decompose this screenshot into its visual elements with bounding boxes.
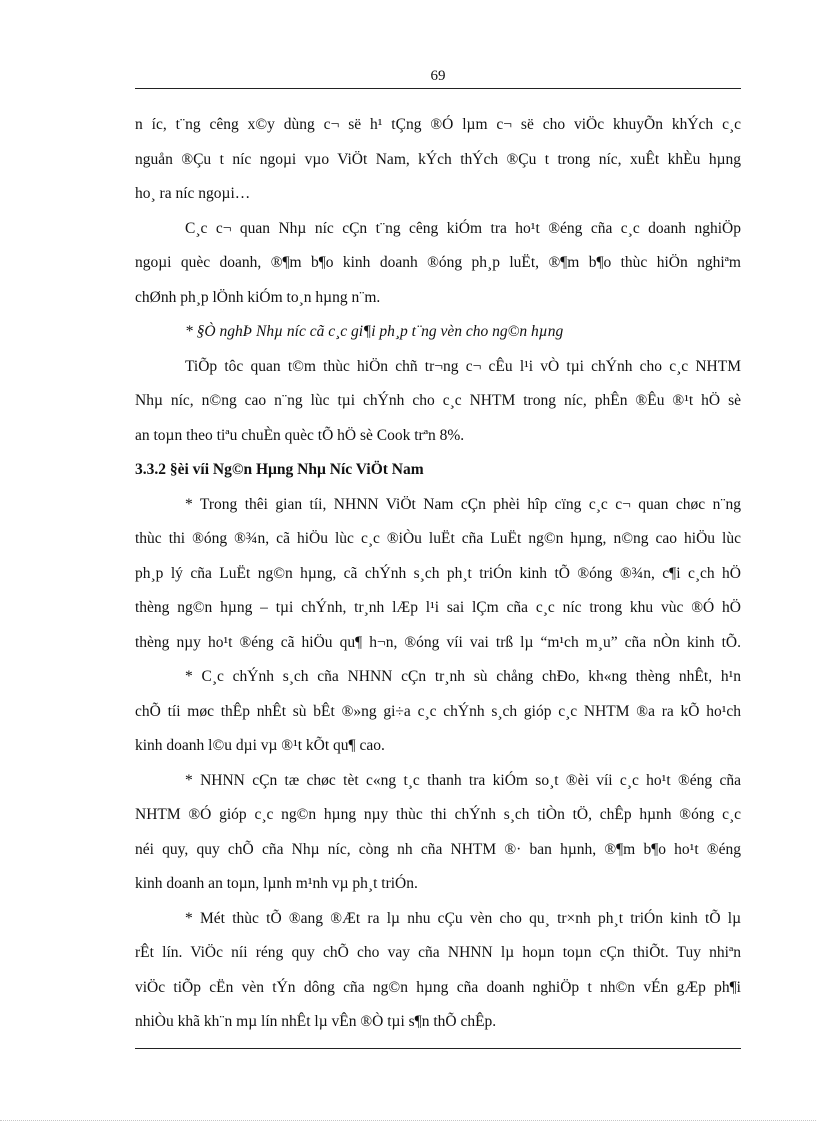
text-line: thùc thi ®óng ®¾n, cã hiÖu lùc c¸c ®iÒu luËt cña LuËt ng©n hµng, n©ng cao hiÖu lùc [135,530,741,547]
text-line: néi quy, quy chÕ cña Nhµ níc, còng nh cña NHTM ®· ban hµnh, ®¶m b¶o ho¹t ®éng [135,840,741,858]
text-line: * §Ò nghÞ Nhµ níc cã c¸c gi¶i ph¸p t¨ng vèn cho ng©n hµng [185,323,564,340]
text-line: rÊt lín. ViÖc níi réng quy chÕ cho vay cña NHNN lµ hoµn toµn cÇn thiÕt. Tuy nhiªn [135,944,741,961]
text-line: * NHNN cÇn tæ chøc tèt c«ng t¸c thanh tra kiÓm so¸t ®èi víi c¸c ho¹t ®éng cña [185,771,741,789]
text-line: ho¸ ra níc ngoµi… [135,185,251,202]
text-line: ngoµi quèc doanh, ®¶m b¶o kinh doanh ®óng ph¸p luËt, ®¶m b¶o thùc hiÖn nghiªm [135,254,741,271]
text-line: kinh doanh l©u dµi vµ ®¹t kÕt qu¶ cao. [135,737,385,754]
text-line: chÕ tíi møc thÊp nhÊt sù bÊt ®»ng gi÷a c¸c chÝnh s¸ch gióp c¸c NHTM ®a ra kÕ ho¹ch [135,702,741,720]
text-line: thèng nµy ho¹t ®éng cã hiÖu qu¶ h¬n, ®óng víi vai trß lµ “m¹ch m¸u” cña nÒn kinh tÕ. [135,633,741,651]
text-line: chØnh ph¸p lÖnh kiÓm to¸n hµng n¨m. [135,288,381,306]
text-line: thèng ng©n hµng – tµi chÝnh, tr¸nh lÆp l¹i sai lÇm cña c¸c níc trong khu vùc ®Ó hÖ [135,599,741,616]
text-line: 3.3.2 §èi víi Ng©n Hµng Nhµ Níc ViÖt Nam [135,461,424,478]
body-text [135,108,741,1040]
page-edge-divider [0,1120,816,1121]
text-line: * Mét thùc tÕ ®ang ®Æt ra lµ nhu cÇu vèn cho qu¸ tr×nh ph¸t triÓn kinh tÕ lµ [185,909,741,927]
text-line: ph¸p lý cña LuËt ng©n hµng, cã chÝnh s¸ch ph¸t triÓn kinh tÕ ®óng ®¾n, c¶i c¸ch hÖ [135,564,741,582]
text-line: nguån ®Çu t níc ngoµi vµo ViÖt Nam, kÝch thÝch ®Çu t trong níc, xuÊt khÈu hµng [135,150,741,168]
text-line: viÖc tiÕp cËn vèn tÝn dông cña ng©n hµng cña doanh nghiÖp t nh©n vÉn gÆp ph¶i [135,978,741,996]
text-line: TiÕp tôc quan t©m thùc hiÖn chñ tr¬ng c¬ cÊu l¹i vÒ tµi chÝnh cho c¸c NHTM [185,357,741,375]
text-line: * Trong thêi gian tíi, NHNN ViÖt Nam cÇn phèi hîp cïng c¸c c¬ quan chøc n¨ng [185,495,741,513]
text-line: NHTM ®Ó gióp c¸c ng©n hµng nµy thùc thi chÝnh s¸ch tiÒn tÖ, chÊp hµnh ®óng c¸c [135,806,741,823]
text-line: C¸c c¬ quan Nhµ níc cÇn t¨ng cêng kiÓm tra ho¹t ®éng cña c¸c doanh nghiÖp [185,219,741,237]
footer-rule [135,1048,741,1049]
text-line: Nhµ níc, n©ng cao n¨ng lùc tµi chÝnh cho c¸c NHTM trong níc, phÊn ®Êu ®¹t hÖ sè [135,392,741,409]
header-rule [135,88,741,89]
text-line: an toµn theo tiªu chuÈn quèc tÕ hÖ sè Cook trªn 8%. [135,426,465,444]
text-line: * C¸c chÝnh s¸ch cña NHNN cÇn tr¸nh sù chång chÐo, kh«ng thèng nhÊt, h¹n [185,668,741,685]
page-number: 69 [430,68,446,84]
text-line: n íc, t¨ng cêng x©y dùng c¬ së h¹ tÇng ®Ó lµm c¬ së cho viÖc khuyÕn khÝch c¸c [135,116,741,133]
text-line: nhiÒu khã kh¨n mµ lín nhÊt lµ vÊn ®Ò tµi s¶n thÕ chÊp. [135,1013,497,1030]
text-line: kinh doanh an toµn, lµnh m¹nh vµ ph¸t triÓn. [135,875,418,892]
